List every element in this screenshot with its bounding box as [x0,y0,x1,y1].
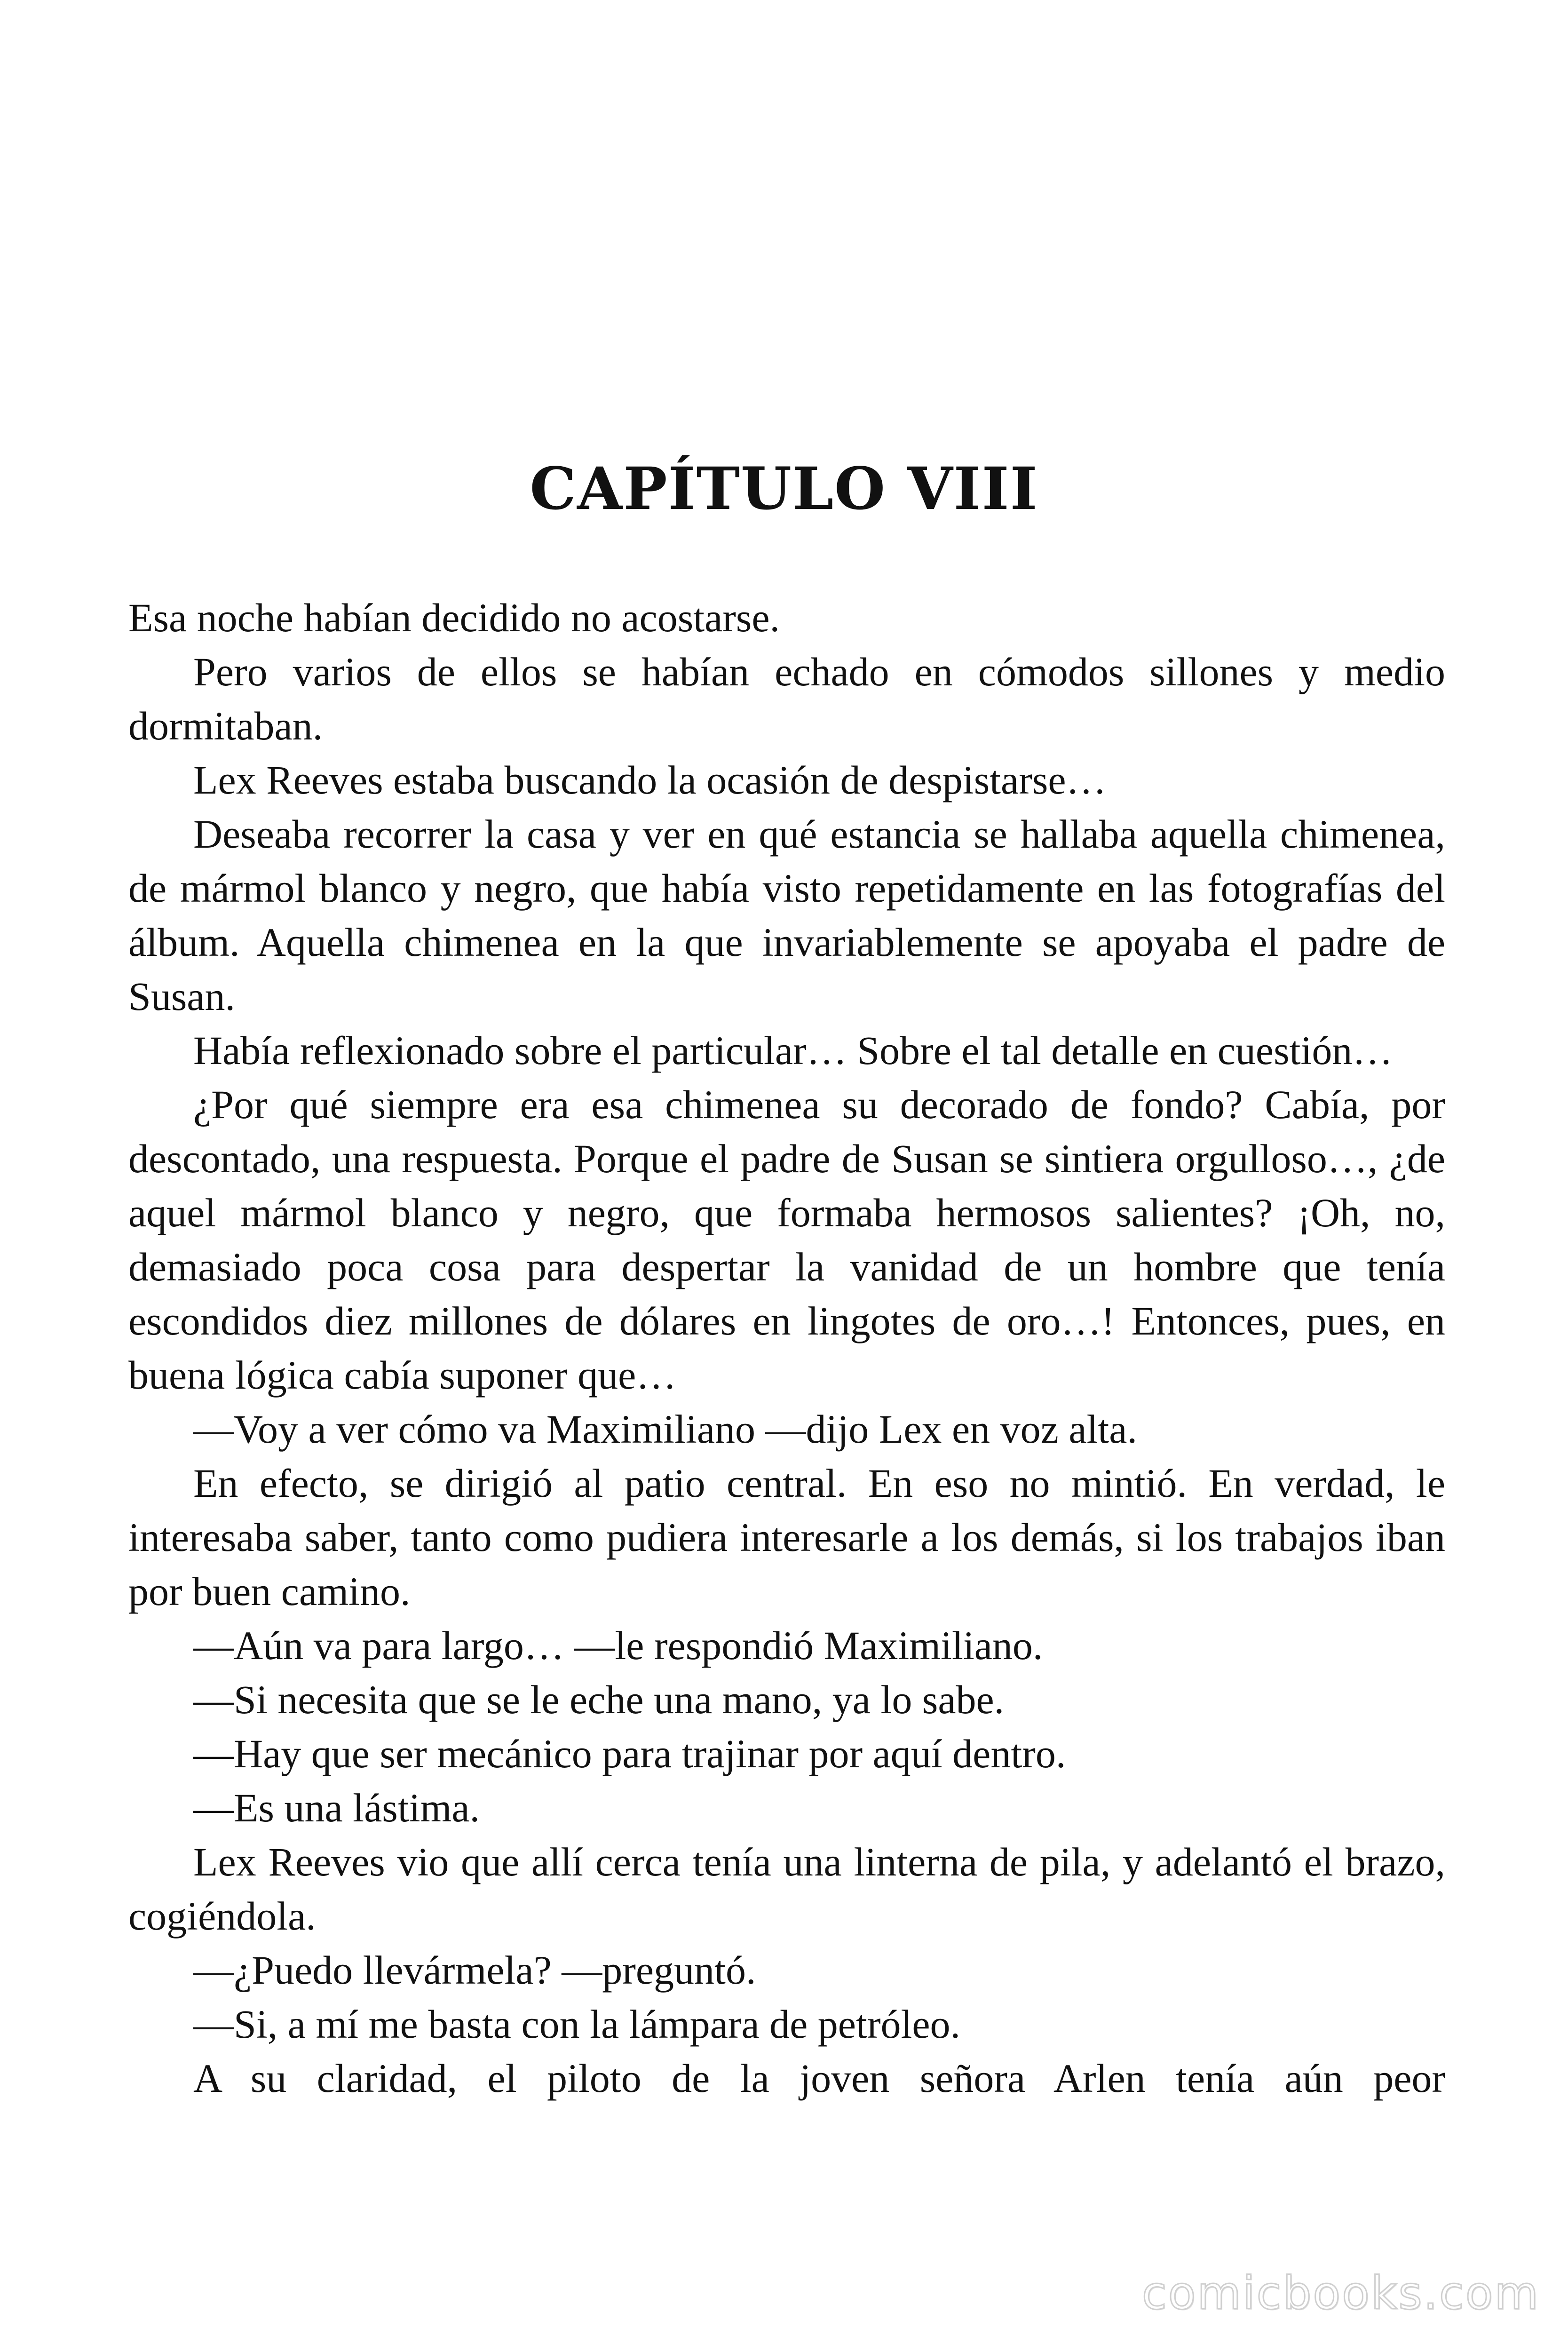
paragraph: Lex Reeves vio que allí cerca tenía una linterna de pila, y adelantó el brazo, cogiéndola. [128,1839,1445,1939]
paragraph: —Si, a mí me basta con la lámpara de petróleo. [193,2002,961,2047]
paragraph: En efecto, se dirigió al patio central. En eso no mintió. En verdad, le interesaba saber, tanto como pudiera interesarle a los demás, si los trabajos iban por buen camino. [128,1461,1445,1614]
paragraph: Deseaba recorrer la casa y ver en qué estancia se hallaba aquella chimenea, de mármol blanco y negro, que había visto repetidamente en las fotografías del álbum. Aquella chimenea en la que invariablemente se apoyaba el padre de Susan. [128,811,1445,1019]
paragraph: Esa noche habían decidido no acostarse. [128,595,780,640]
paragraph: ¿Por qué siempre era esa chimenea su decorado de fondo? Cabía, por descontado, una respuesta. Porque el padre de Susan se sintiera orgulloso…, ¿de aquel mármol blanco y negro, que formaba hermosos salientes? ¡Oh, no, demasiado poca cosa para despertar la vanidad de un hombre que tenía escondidos diez millones de dólares en lingotes de oro…! Entonces, pues, en buena lógica cabía suponer que… [128,1082,1445,1398]
paragraph: —¿Puedo llevármela? —preguntó. [193,1947,756,1993]
paragraph: —Aún va para largo… —le respondió Maximiliano. [193,1623,1043,1668]
paragraph: Había reflexionado sobre el particular… Sobre el tal detalle en cuestión… [193,1028,1393,1073]
paragraph: —Si necesita que se le eche una mano, ya lo sabe. [193,1677,1005,1722]
chapter-title: CAPÍTULO VIII [530,455,1038,523]
paragraph: Lex Reeves estaba buscando la ocasión de despistarse… [193,757,1107,803]
paragraph: Pero varios de ellos se habían echado en cómodos sillones y medio dormitaban. [128,649,1445,748]
chapter-body [128,591,1445,2106]
paragraph: —Es una lástima. [193,1785,480,1830]
paragraph: A su claridad, el piloto de la joven señora Arlen tenía aún peor [193,2056,1445,2101]
paragraph: —Hay que ser mecánico para trajinar por aquí dentro. [193,1731,1066,1776]
paragraph: —Voy a ver cómo va Maximiliano —dijo Lex en voz alta. [193,1406,1137,1452]
watermark: comicbooks.com [1141,2267,1540,2320]
